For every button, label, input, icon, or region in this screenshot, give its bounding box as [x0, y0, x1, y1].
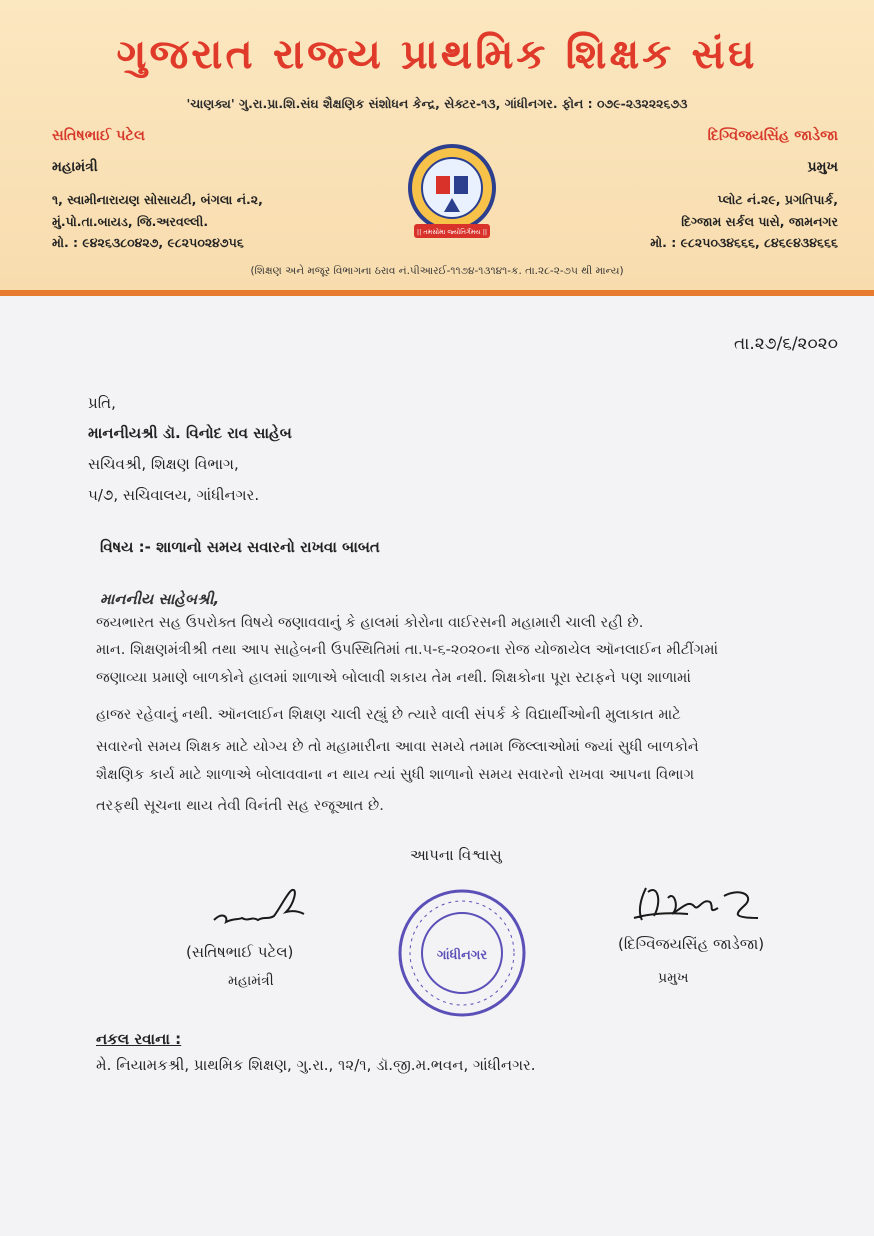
letter-subject: વિષય :- શાળાનો સમય સવારનો રાખવા બાબત — [100, 538, 380, 556]
president-phone: મો. : ૯૮૨૫૦૩૪૬૬૬, ૮૪૬૯૪૩૪૬૬૬ — [650, 235, 838, 250]
logo-banner-text: || તમસોમા જ્યોતિર્ગમય || — [416, 228, 488, 236]
right-signatory-name: (દિગ્વિજયસિંહ જાડેજા) — [618, 935, 765, 953]
closing: આપના વિશ્વાસુ — [410, 846, 502, 864]
to-label: પ્રતિ, — [88, 394, 116, 412]
body-line: જણાવ્યા પ્રમાણે બાળકોને હાલમાં શાળાએ બોલાવી શકાય તેમ નથી. શિક્ષકોના પૂરા સ્ટાફને પણ શાળામાં — [96, 669, 691, 686]
stamp-text: ગાંધીનગર — [436, 948, 488, 963]
organization-address: 'ચાણક્ય' ગુ.રા.પ્રા.શિ.સંઘ શૈક્ષણિક સંશોધન કેન્દ્ર, સેક્ટર-૧૩, ગાંધીનગર. ફોન : ૦૭૯-૨૩૨૨૨૬૭૩ — [186, 96, 688, 111]
body-line: સવારનો સમય શિક્ષક માટે યોગ્ય છે તો મહામારીના આવા સમયે તમામ જિલ્લાઓમાં જ્યાં સુધી બાળકોને — [96, 738, 699, 755]
right-signatory-role: પ્રમુખ — [658, 970, 689, 986]
president-address-line-1: પ્લોટ નં.૨૯, પ્રગતિપાર્ક, — [717, 192, 838, 207]
president-role: પ્રમુખ — [807, 159, 838, 175]
body-line: માન. શિક્ષણમંત્રીશ્રી તથા આપ સાહેબની ઉપસ્થિતિમાં તા.૫-૬-૨૦૨૦ના રોજ યોજાયેલ ઑનલાઈન મીટીંગમાં — [96, 641, 719, 658]
salutation: માનનીય સાહેબશ્રી, — [100, 590, 220, 608]
secretary-address-line-2: મું.પો.તા.બાયડ, જિ.અરવલ્લી. — [52, 214, 209, 229]
body-line: શૈક્ષણિક કાર્ય માટે શાળાએ બોલાવવાના ન થાય ત્યાં સુધી શાળાનો સમય સવારનો રાખવા આપના વિભાગ — [96, 766, 695, 783]
secretary-role: મહામંત્રી — [52, 159, 98, 175]
copy-recipient: મે. નિયામકશ્રી, પ્રાથમિક શિક્ષણ, ગુ.રા., ૧૨/૧, ડૉ.જી.મ.ભવન, ગાંધીનગર. — [96, 1056, 536, 1074]
letterhead — [0, 0, 874, 294]
recipient-address: ૫/૭, સચિવાલય, ગાંધીનગર. — [88, 486, 260, 504]
left-signature-icon — [208, 882, 308, 932]
header-divider — [0, 290, 874, 296]
left-signatory-role: મહામંત્રી — [228, 973, 274, 989]
recipient-name: માનનીયશ્રી ડૉ. વિનોદ રાવ સાહેબ — [88, 424, 292, 442]
left-signatory-name: (સતિષભાઈ પટેલ) — [186, 943, 294, 961]
copy-heading: નકલ રવાના : — [96, 1030, 182, 1048]
body-line: તરફથી સૂચના થાય તેવી વિનંતી સહ રજૂઆત છે. — [96, 797, 384, 814]
organization-logo-icon — [400, 142, 504, 246]
secretary-phone: મો. : ૯૪૨૬૩૮૦૪૨૭, ૯૮૨૫૦૨૪૭૫૬ — [52, 235, 244, 250]
letter-date: તા.૨૭/૬/૨૦૨૦ — [733, 334, 838, 354]
president-address-line-2: દિગ્જામ સર્કલ પાસે, જામનગર — [681, 214, 838, 229]
secretary-name: સતિષભાઈ પટેલ — [52, 128, 145, 144]
body-line: હાજર રહેવાનું નથી. ઑનલાઈન શિક્ષણ ચાલી રહ્યું છે ત્યારે વાલી સંપર્ક કે વિદ્યાર્થીઓની મુલાકાત માટે — [96, 706, 681, 723]
secretary-address-line-1: ૧, સ્વામીનારાયણ સોસાયટી, બંગલા નં.૨, — [52, 192, 263, 207]
recipient-title: સચિવશ્રી, શિક્ષણ વિભાગ, — [88, 455, 239, 473]
recognition-note: (શિક્ષણ અને મજૂર વિભાગના ઠરાવ નં.પીઆરઈ-૧૧૭૪-૧૩૧૪૧-ક. તા.૨૮-૨-૭૫ થી માન્ય) — [250, 265, 624, 277]
official-stamp-icon — [396, 887, 528, 1019]
organization-title: ગુજરાત રાજ્ય પ્રાથમિક શિક્ષક સંઘ — [116, 30, 758, 78]
president-name: દિગ્વિજયસિંહ જાડેજા — [707, 128, 838, 144]
right-signature-icon — [628, 878, 768, 930]
body-line: જયભારત સહ ઉપરોક્ત વિષયે જણાવવાનું કે હાલમાં કોરોના વાઈરસની મહામારી ચાલી રહી છે. — [96, 614, 644, 631]
